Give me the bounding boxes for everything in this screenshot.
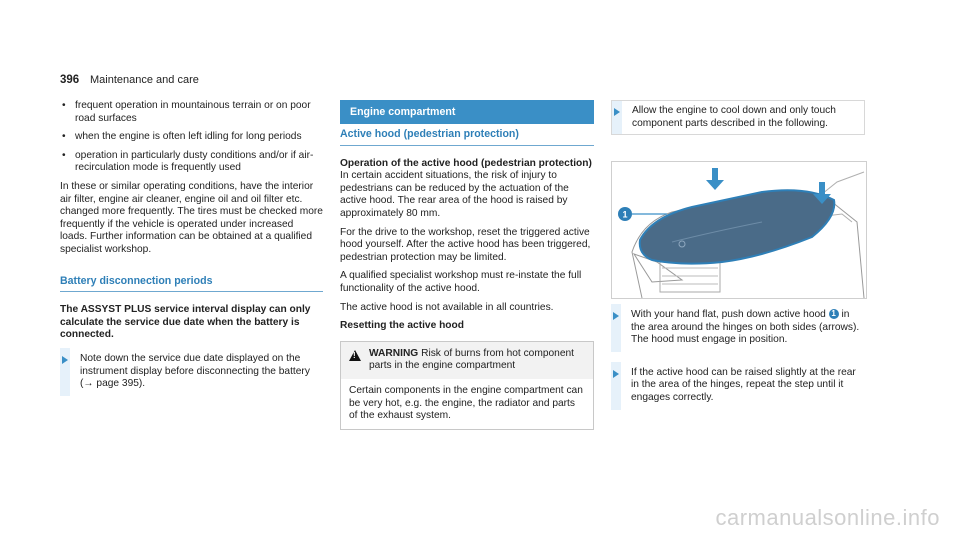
engine-compartment-heading: Engine compartment	[340, 100, 594, 124]
down-arrow-icon	[706, 168, 724, 190]
warning-label: WARNING	[369, 347, 419, 359]
hood-steps	[611, 304, 865, 420]
operation-heading: Operation of the active hood (pedestrian protection)	[340, 157, 592, 169]
warning-triangle-icon	[349, 350, 361, 361]
warning-header	[341, 342, 593, 379]
callout-1-inline-badge: 1	[829, 309, 839, 319]
conditions-paragraph: In these or similar operating conditions, have the interior air filter, engine air cleaner, engine oil and oil filter etc. changed more frequently. The tires must be checked more frequently if the vehicle is operated under increased loads. Further information can be obtained at a qualified specialist workshop.	[60, 180, 323, 255]
column-right	[611, 100, 865, 135]
qualified-text: A qualified specialist workshop must re-instate the full functionality of the active hood.	[340, 270, 582, 294]
column-left	[60, 100, 323, 406]
step-arrow-icon	[62, 356, 68, 364]
push-hood-text-post: in the area around the hinges on both sides (arrows).	[631, 309, 860, 333]
list-item: • operation in particularly dusty conditions and/or if air-recirculation mode is frequently used	[60, 150, 323, 175]
repeat-step-text: If the active hood can be raised slightly at the rear in the area of the hinges, repeat the step until it engages correctly.	[631, 366, 856, 403]
push-hood-text-pre: With your hand flat, push down active hood	[631, 309, 826, 320]
repeat-step	[611, 362, 865, 410]
engage-text: The hood must engage in position.	[631, 334, 788, 346]
page-number: 396	[60, 74, 80, 86]
operation-text: In certain accident situations, the risk of injury to pedestrians can be reduced by the actuation of the active hood. The rear area of the hood is raised by approximately 80 mm.	[340, 170, 569, 219]
cool-down-step	[611, 100, 865, 135]
section-title: Maintenance and care	[90, 74, 199, 86]
list-item: • frequent operation in mountainous terrain or on poor road surfaces	[60, 100, 323, 125]
active-hood-heading: Active hood (pedestrian protection)	[340, 128, 594, 146]
step-strip	[612, 101, 622, 134]
push-hood-step	[611, 304, 865, 352]
reset-heading: Resetting the active hood	[340, 320, 464, 332]
warning-body: Certain components in the engine compartment can be very hot, e.g. the engine, the radiator and parts of the exhaust system.	[349, 384, 583, 422]
drive-text: For the drive to the workshop, reset the triggered active hood yourself. After the active hood has been triggered, pedestrian protection may be limited.	[340, 226, 591, 263]
step-arrow-icon	[613, 370, 619, 378]
warning-box	[340, 341, 594, 430]
conditions-list	[60, 100, 323, 175]
step-arrow-icon	[613, 312, 619, 320]
warning-title: Risk of burns from hot component parts in the engine compartment	[369, 347, 574, 372]
availability-text: The active hood is not available in all countries.	[340, 301, 554, 313]
step-arrow-icon	[614, 108, 620, 116]
battery-note: The ASSYST PLUS service interval display can only calculate the service due date when the battery is connected.	[60, 304, 311, 341]
active-hood-illustration	[611, 161, 867, 299]
watermark: carmanualsonline.info	[715, 505, 940, 531]
list-item: • when the engine is often left idling for long periods	[60, 131, 323, 144]
cool-down-text: Allow the engine to cool down and only touch component parts described in the following.	[632, 105, 836, 129]
column-middle	[340, 100, 594, 430]
callout-1-label: 1	[622, 209, 628, 220]
battery-heading: Battery disconnection periods	[60, 275, 323, 293]
battery-step-text: Note down the service due date displayed on the instrument display before disconnecting the battery (→ page 395).	[80, 352, 310, 390]
car-front-drawing	[612, 162, 866, 298]
battery-step	[60, 348, 323, 396]
